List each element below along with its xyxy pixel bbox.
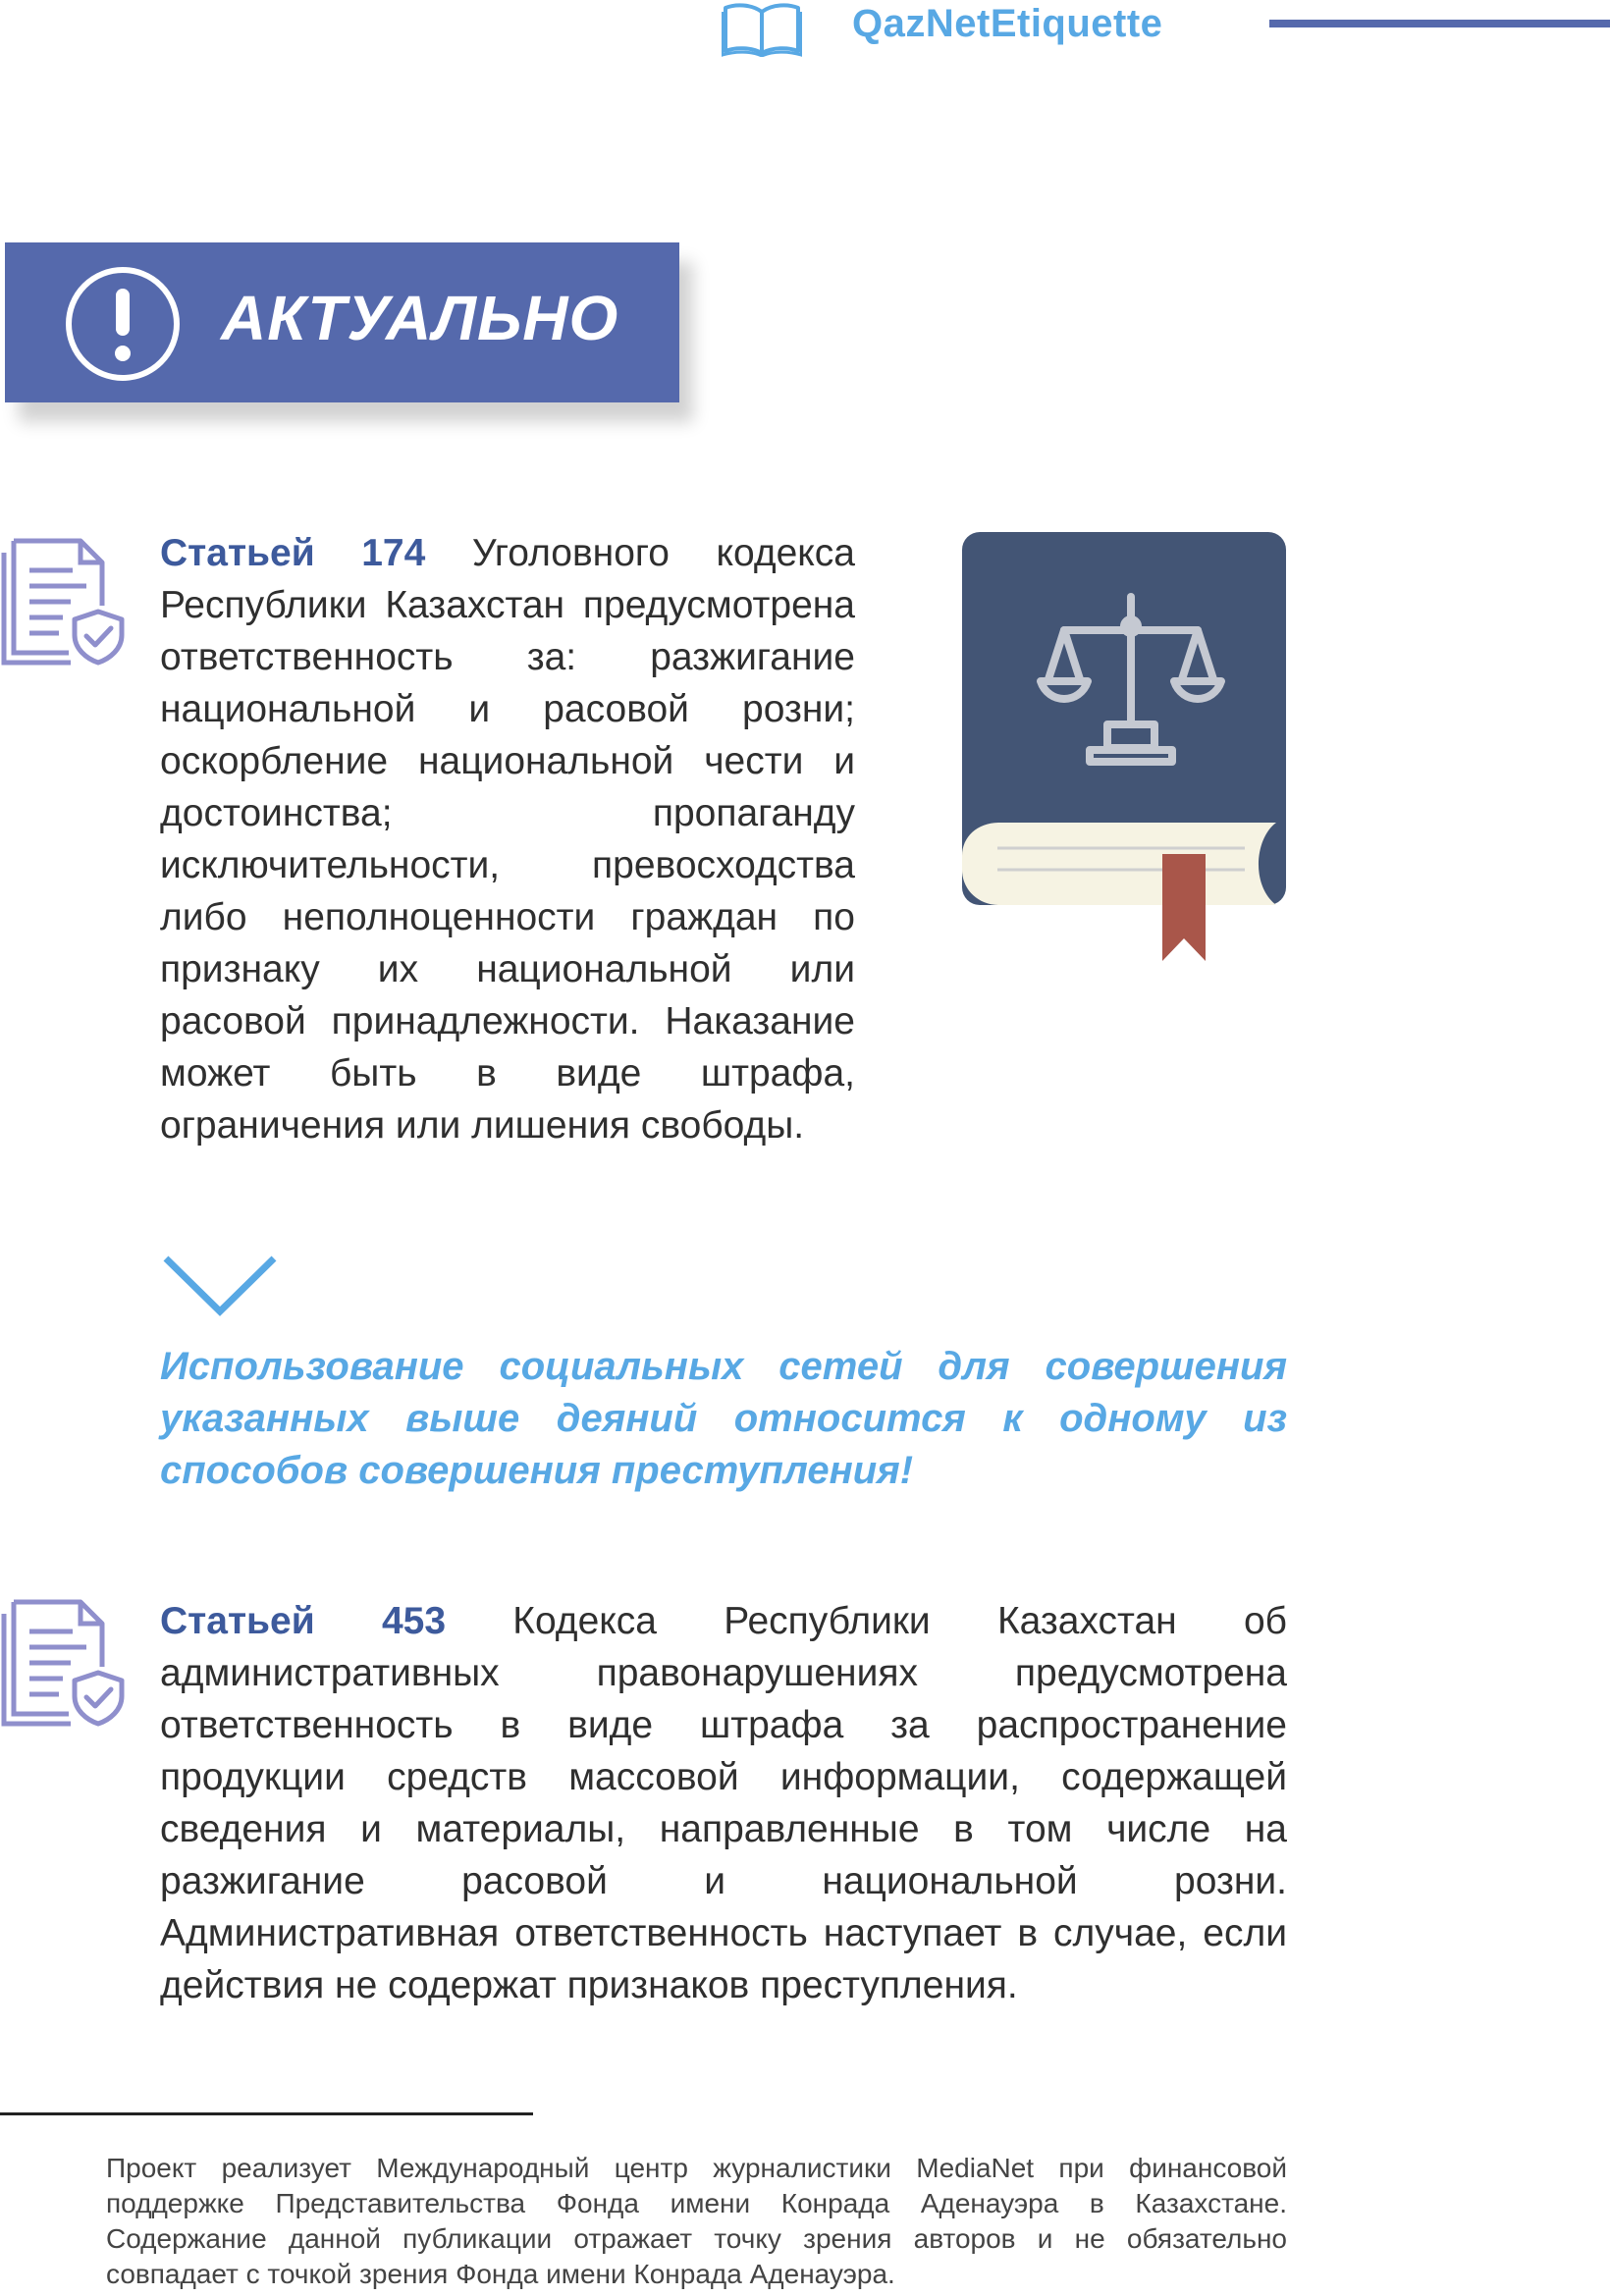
article-453-paragraph [160,1595,1287,2011]
highlight-statement: Использование социальных сетей для совершения указанных выше деяний относится к одному из способов совершения преступления! [160,1345,1287,1492]
article-453-text: Кодекса Республики Казахстан об административных правонарушениях предусмотрена ответственность в виде штрафа за распространение продукции средств массовой информации, содержащей сведения и материалы, направленные в том числе на разжигание расовой и национальной розни. Административная ответственность наступает в случае, если действия не содержат признаков преступления. [160,1600,1287,2006]
article-174-text: Уголовного кодекса Республики Казахстан предусмотрена ответственность за: разжигание национальной и расовой розни; оскорбление национальной чести и достоинства; пропаганду исключительности, превосходства либо неполноценности граждан по признаку их национальной или расовой принадлежности. Наказание может быть в виде штрафа, ограничения или лишения свободы. [160,532,855,1147]
exclamation-circle-icon [64,265,182,383]
footnote: Проект реализует Международный центр журналистики MediaNet при финансовой поддержке Представительства Фонда имени Конрада Аденауэра в Казахстане. Содержание данной публикации отражает точку зрения авторов и не обязательно совпадает с точкой зрения Фонда имени Конрада Аденауэра. [106,2153,1287,2289]
chevron-down-icon [162,1255,278,1316]
header-rule [1269,20,1610,27]
document-shield-icon [0,537,128,667]
brand-title: QazNetEtiquette [852,2,1163,45]
topical-banner [5,242,679,402]
article-174-label: Статьей 174 [160,532,426,574]
footnote-rule [0,2112,533,2115]
article-453-label: Статьей 453 [160,1600,447,1642]
law-book-scales-icon [960,532,1289,961]
document-shield-icon [0,1598,128,1728]
article-174-paragraph [160,527,855,1151]
open-book-icon [722,0,802,57]
banner-title: АКТУАЛЬНО [221,283,619,353]
